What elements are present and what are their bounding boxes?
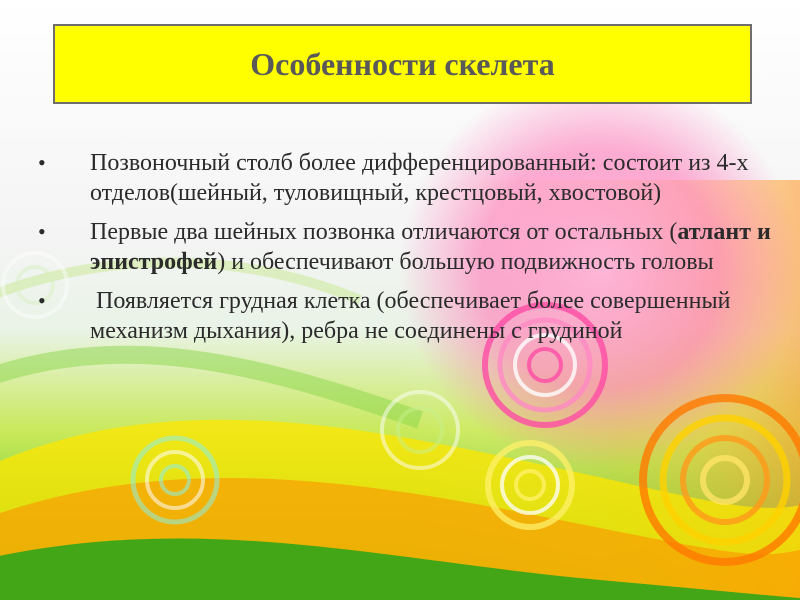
bullet-marker: • [38,219,46,244]
slide-title: Особенности скелета [250,45,555,82]
bullet-item [38,217,778,277]
bullet-list [38,148,778,355]
bullet-text: Появляется грудная клетка (обеспечивает более совершенный механизм дыхания), ребра не соединены с грудиной [90,288,737,344]
bullet-text: Позвоночный столб более дифференцированный: состоит из 4-х отделов(шейный, туловищный, крестцовый, хвостовой) [90,150,749,206]
bullet-text-after: ) и обеспечивают большую подвижность головы [217,249,714,275]
bullet-item [38,286,778,346]
bullet-text-before: Первые два шейных позвонка отличаются от остальных ( [90,219,678,245]
bullet-marker: • [38,150,46,175]
title-box [53,24,752,104]
bullet-marker: • [38,288,46,313]
bullet-item [38,148,778,208]
bullet-text-bold: атлант и эпистрофей [90,219,771,275]
